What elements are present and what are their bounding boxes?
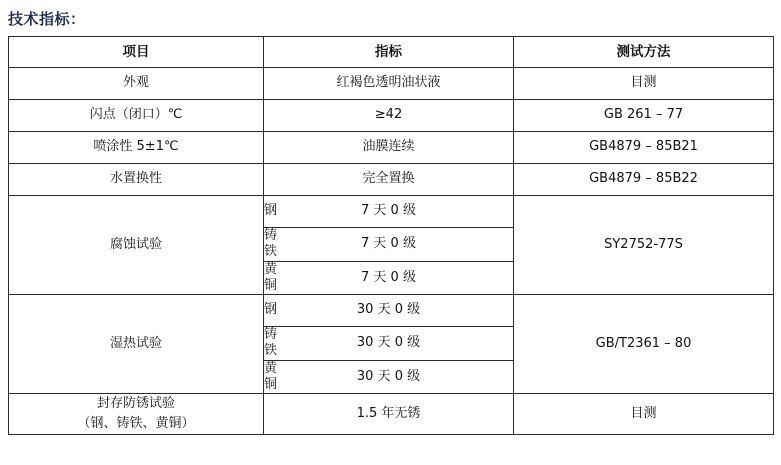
cell-item: 外观 — [9, 68, 264, 100]
column-header-method: 测试方法 — [514, 37, 774, 68]
cell-item: 闪点（闭口）℃ — [9, 100, 264, 132]
cell-method: 目测 — [514, 68, 774, 100]
table-header — [9, 37, 774, 68]
cell-method: GB4879 – 85B22 — [514, 164, 774, 196]
cell-method-humidity: GB/T2361 – 80 — [514, 295, 774, 394]
cell-spec: 完全置换 — [264, 164, 514, 196]
table-row: 铸铁 30 天 0 级 — [9, 327, 774, 361]
cell-method: GB 261 – 77 — [514, 100, 774, 132]
table-row — [9, 394, 774, 435]
cell-spec: 7 天 0 级 — [264, 228, 514, 262]
table-row: 湿热试验 钢 30 天 0 级 GB/T2361 – 80 — [9, 295, 774, 327]
table-row: 铸铁 7 天 0 级 — [9, 228, 774, 262]
column-header-item: 项目 — [9, 37, 264, 68]
cell-spec: 30 天 0 级 — [264, 295, 514, 327]
cell-item-humidity-group: 湿热试验 — [9, 295, 264, 394]
cell-spec: 30 天 0 级 — [264, 360, 514, 394]
cell-item-preservation-line1: 封存防锈试验 — [96, 396, 175, 411]
cell-item-preservation — [9, 394, 264, 435]
cell-method: GB4879 – 85B21 — [514, 132, 774, 164]
cell-method: 目测 — [514, 394, 774, 435]
table-row — [9, 100, 774, 132]
cell-item: 喷涂性 5±1℃ — [9, 132, 264, 164]
table-body — [9, 68, 774, 435]
cell-item: 水置换性 — [9, 164, 264, 196]
table-row: 黄铜 30 天 0 级 — [9, 360, 774, 394]
cell-spec: 油膜连续 — [264, 132, 514, 164]
cell-spec: ≥42 — [264, 100, 514, 132]
cell-spec: 30 天 0 级 — [264, 327, 514, 361]
page-title: 技术指标： — [8, 10, 86, 28]
cell-spec: 7 天 0 级 — [264, 196, 514, 228]
cell-spec: 红褐色透明油状液 — [264, 68, 514, 100]
cell-spec: 7 天 0 级 — [264, 261, 514, 295]
table-row: 黄铜 7 天 0 级 — [9, 261, 774, 295]
technical-specs-table — [8, 36, 774, 435]
table-header-row — [9, 37, 774, 68]
cell-item-corrosion-group: 腐蚀试验 — [9, 196, 264, 295]
column-header-spec: 指标 — [264, 37, 514, 68]
cell-method-corrosion: SY2752-77S — [514, 196, 774, 295]
table-row — [9, 164, 774, 196]
table-row — [9, 68, 774, 100]
cell-spec: 1.5 年无锈 — [264, 394, 514, 435]
table-row — [9, 132, 774, 164]
table-row: 腐蚀试验 钢 7 天 0 级 SY2752-77S — [9, 196, 774, 228]
cell-item-preservation-line2: （钢、铸铁、黄铜） — [77, 416, 195, 432]
